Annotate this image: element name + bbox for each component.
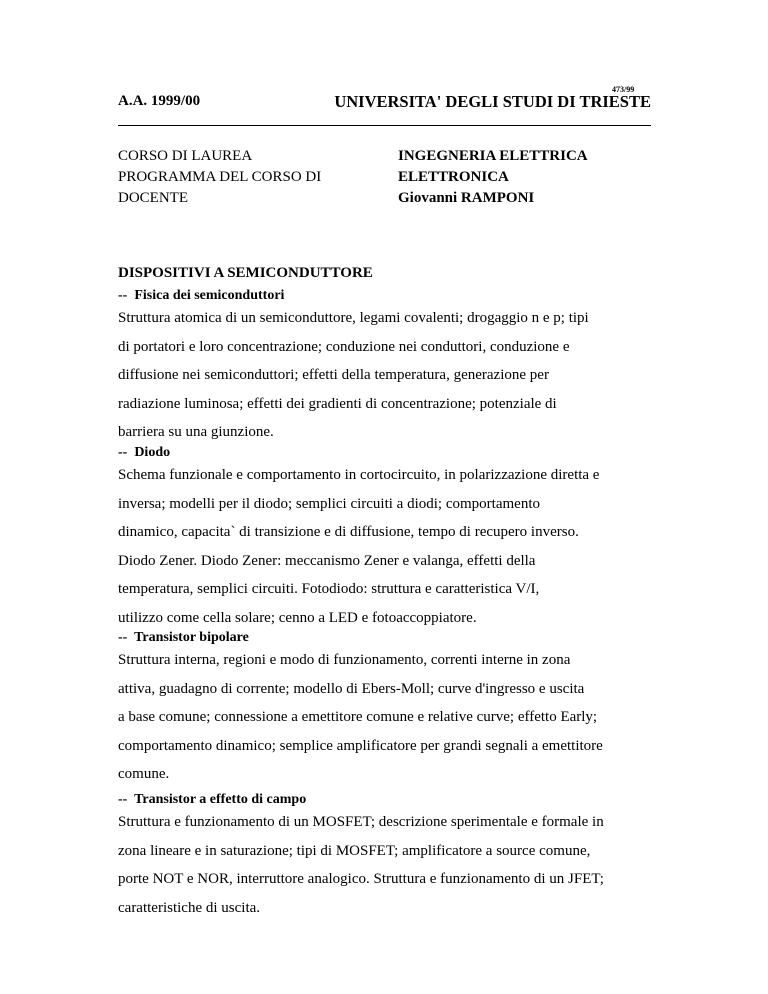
section-semiconductor-physics: [118, 287, 658, 447]
info-label-degree: CORSO DI LAUREA: [118, 148, 253, 164]
section-heading: -- Diodo: [118, 445, 171, 460]
info-value-program: ELETTRONICA: [398, 169, 509, 185]
section-field-effect-transistor: [118, 791, 658, 922]
section-text-line: radiazione luminosa; effetti dei gradienti di concentrazione; potenziale di: [118, 395, 557, 412]
section-text-line: Struttura e funzionamento di un MOSFET; descrizione sperimentale e formale in: [118, 814, 604, 830]
university-name: UNIVERSITA' DEGLI STUDI DI TRIESTE: [334, 92, 651, 111]
info-label-teacher: DOCENTE: [118, 190, 188, 206]
course-info-values: [398, 146, 588, 209]
course-title: DISPOSITIVI A SEMICONDUTTORE: [118, 265, 373, 281]
section-text-line: a base comune; connessione a emettitore comune e relative curve; effetto Early;: [118, 709, 598, 725]
section-bipolar-transistor: [118, 629, 658, 789]
section-text-line: di portatori e loro concentrazione; conduzione nei conduttori, conduzione e: [118, 338, 570, 355]
section-text-line: barriera su una giunzione.: [118, 424, 274, 440]
section-heading: -- Transistor a effetto di campo: [118, 792, 307, 807]
section-text-line: porte NOT e NOR, interruttore analogico. Struttura e funzionamento di un JFET;: [118, 871, 604, 887]
section-text-line: zona lineare e in saturazione; tipi di MOSFET; amplificatore a source comune,: [118, 842, 591, 859]
section-heading: -- Transistor bipolare: [118, 630, 249, 645]
section-text-line: temperatura, semplici circuiti. Fotodiodo: struttura e caratteristica V/I,: [118, 581, 540, 597]
section-text-line: caratteristiche di uscita.: [118, 899, 261, 916]
header-divider: [118, 125, 651, 126]
section-text-line: Diodo Zener. Diodo Zener: meccanismo Zener e valanga, effetti della: [118, 552, 536, 569]
section-text-line: inversa; modelli per il diodo; semplici circuiti a diodi; comportamento: [118, 495, 540, 512]
section-text-line: Struttura interna, regioni e modo di funzionamento, correnti interne in zona: [118, 652, 571, 668]
section-text-line: comportamento dinamico; semplice amplificatore per grandi segnali a emettitore: [118, 737, 603, 754]
section-text-line: attiva, guadagno di corrente; modello di Ebers-Moll; curve d'ingresso e uscita: [118, 680, 585, 697]
section-text-line: Schema funzionale e comportamento in cortocircuito, in polarizzazione diretta e: [118, 467, 600, 483]
academic-year: A.A. 1999/00: [118, 93, 201, 109]
section-diode: [118, 444, 658, 632]
section-text-line: dinamico, capacita` di transizione e di diffusione, tempo di recupero inverso.: [118, 524, 579, 540]
section-text-line: comune.: [118, 766, 170, 782]
document-code: 473/99: [612, 85, 635, 94]
info-value-teacher: Giovanni RAMPONI: [398, 190, 535, 206]
section-text-line: Struttura atomica di un semiconduttore, legami covalenti; drogaggio n e p; tipi: [118, 310, 589, 326]
info-label-program: PROGRAMMA DEL CORSO DI: [118, 169, 322, 185]
section-heading: -- Fisica dei semiconduttori: [118, 288, 285, 303]
section-text-line: diffusione nei semiconduttori; effetti della temperatura, generazione per: [118, 367, 549, 383]
info-value-degree: INGEGNERIA ELETTRICA: [398, 148, 588, 164]
course-info-labels: [118, 146, 321, 209]
page-header: [118, 93, 651, 113]
section-text-line: utilizzo come cella solare; cenno a LED e fotoaccoppiatore.: [118, 609, 477, 626]
